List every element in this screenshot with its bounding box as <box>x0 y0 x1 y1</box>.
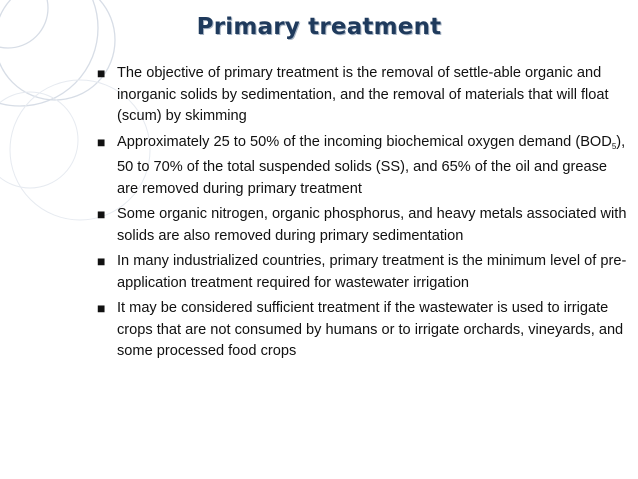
square-bullet-icon: ■ <box>97 300 106 316</box>
bullet-item-sufficient-treatment <box>98 298 628 363</box>
bullet-text: The objective of primary treatment is the removal of settle-able organic and inorganic solids by sedimentation, and the removal of materials that will float (scum) by skimming <box>117 65 609 124</box>
bullet-text: It may be considered sufficient treatment if the wastewater is used to irrigate crops that are not consumed by humans or to irrigate orchards, vineyards, and some processed food crops <box>117 300 624 359</box>
bullet-text: In many industrialized countries, primary treatment is the minimum level of pre-application treatment required for wastewater irrigation <box>117 253 627 291</box>
decor-circle-lower-small <box>0 92 78 188</box>
bullet-text-part1: Approximately 25 to 50% of the incoming biochemical oxygen demand (BOD <box>117 133 612 150</box>
bullet-text-part2: ), 50 to 70% of the total suspended solids (SS), and 65% of the oil and grease are removed during primary treatment <box>117 133 626 197</box>
square-bullet-icon: ■ <box>97 253 106 269</box>
bullet-item-objective <box>98 63 628 128</box>
bullet-list <box>98 63 628 367</box>
bullet-item-removal-rates <box>98 132 628 201</box>
square-bullet-icon: ■ <box>97 206 106 222</box>
bod-subscript: 5 <box>611 141 617 151</box>
bullet-text: Some organic nitrogen, organic phosphorus, and heavy metals associated with solids are also removed during primary sedimentation <box>117 206 627 244</box>
square-bullet-icon: ■ <box>97 65 106 81</box>
slide-title: Primary treatment <box>196 14 442 40</box>
bullet-item-minimum-level <box>98 251 628 294</box>
bullet-item-nutrients-metals <box>98 204 628 247</box>
square-bullet-icon: ■ <box>97 133 106 150</box>
